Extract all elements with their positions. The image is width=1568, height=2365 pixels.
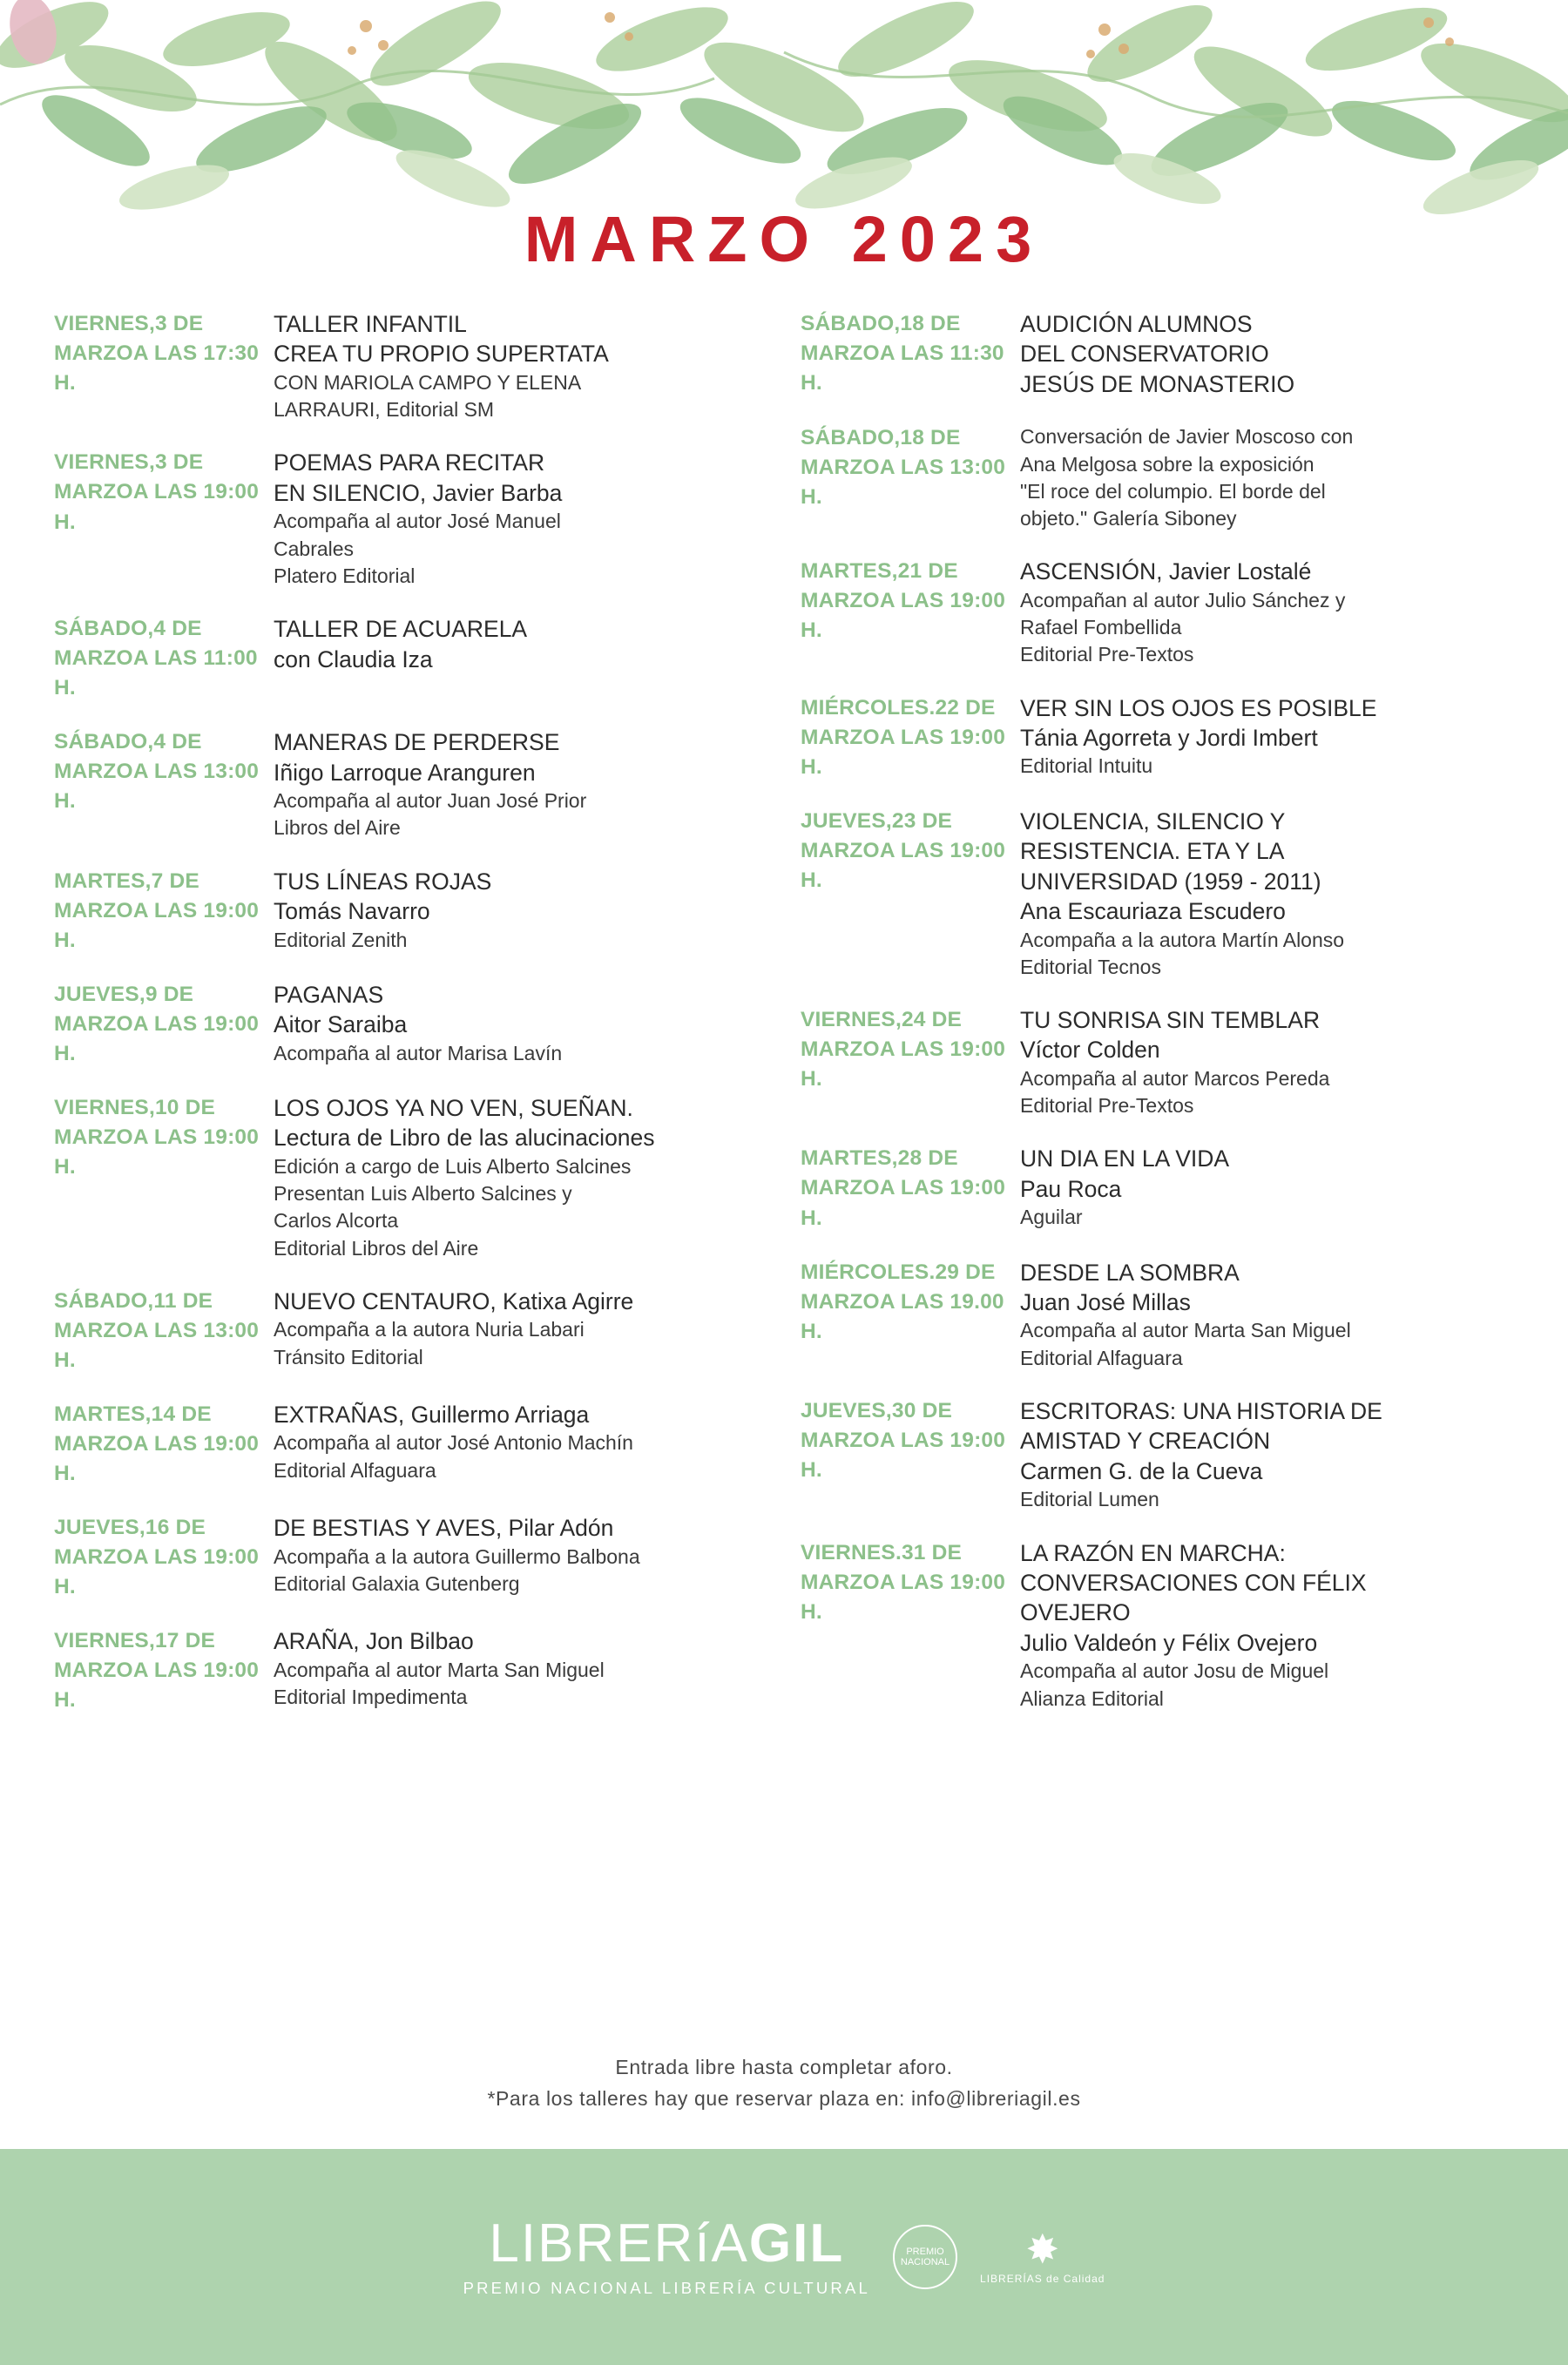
event-datetime-line: A LAS 11:30 H. bbox=[801, 341, 1004, 395]
event-subtitle-line: Cabrales bbox=[274, 537, 355, 560]
event-datetime bbox=[54, 309, 274, 423]
event-datetime bbox=[54, 1513, 274, 1602]
event-datetime-line: 30 DE MARZO bbox=[801, 1398, 952, 1453]
event-entry bbox=[801, 309, 1514, 399]
event-title-line: LA RAZÓN EN MARCHA: bbox=[1020, 1539, 1286, 1566]
event-datetime-line: 31 DE MARZO bbox=[801, 1540, 963, 1594]
event-title-line: EXTRAÑAS, Guillermo Arriaga bbox=[274, 1401, 590, 1428]
footer-notes bbox=[0, 2051, 1568, 2115]
event-title-line: TU SONRISA SIN TEMBLAR bbox=[1020, 1007, 1321, 1034]
event-datetime-line: 18 DE MARZO bbox=[801, 426, 961, 480]
note-free-entry: Entrada libre hasta completar aforo. bbox=[615, 2056, 953, 2078]
event-datetime-line: A LAS 13:00 H. bbox=[801, 456, 1006, 510]
event-datetime-line: A LAS 19:00 H. bbox=[801, 838, 1006, 892]
event-entry bbox=[54, 867, 767, 956]
event-subtitle-line: Editorial Impedimenta bbox=[274, 1685, 468, 1708]
event-details bbox=[274, 309, 767, 423]
event-entry bbox=[801, 693, 1514, 782]
event-details bbox=[274, 980, 767, 1069]
event-entry bbox=[801, 423, 1514, 532]
brand-name-first: LIBRERíA bbox=[489, 2213, 749, 2274]
event-datetime-line: 16 DE MARZO bbox=[54, 1516, 206, 1570]
event-datetime bbox=[801, 1258, 1020, 1372]
event-datetime-line: MARTES, bbox=[801, 559, 898, 584]
event-details bbox=[274, 448, 767, 590]
association-label: LIBRERÍAS de Calidad bbox=[980, 2273, 1105, 2285]
event-datetime bbox=[54, 867, 274, 956]
event-datetime-line: 29 DE MARZO bbox=[801, 1260, 996, 1314]
event-datetime-line: SÁBADO, bbox=[54, 617, 154, 641]
event-datetime-line: MARTES, bbox=[801, 1146, 898, 1171]
event-datetime-line: A LAS 19:00 H. bbox=[54, 1011, 260, 1065]
event-entry bbox=[801, 1396, 1514, 1514]
award-seal-icon bbox=[893, 2225, 957, 2289]
event-subtitle-line: Aguilar bbox=[1020, 1206, 1083, 1229]
event-title-line: OVEJERO bbox=[1020, 1599, 1131, 1626]
event-subtitle-line: Acompaña al autor José Antonio Machín bbox=[274, 1431, 633, 1455]
event-datetime bbox=[801, 1396, 1020, 1514]
event-subtitle-line: Edición a cargo de Luis Alberto Salcines bbox=[274, 1154, 632, 1178]
event-entry bbox=[801, 807, 1514, 981]
event-entry bbox=[54, 980, 767, 1069]
event-details bbox=[274, 867, 767, 956]
event-title-line: TALLER INFANTIL bbox=[274, 311, 467, 337]
event-datetime bbox=[54, 1093, 274, 1262]
event-datetime-line: A LAS 11:00 H. bbox=[54, 646, 258, 700]
event-title-line: CREA TU PROPIO SUPERTATA bbox=[274, 341, 609, 368]
event-datetime-line: 9 DE MARZO bbox=[54, 982, 194, 1036]
event-datetime-line: A LAS 19:00 H. bbox=[54, 1545, 260, 1599]
event-datetime bbox=[54, 980, 274, 1069]
brand-name bbox=[463, 2213, 870, 2274]
event-subtitle-line: Editorial Libros del Aire bbox=[274, 1236, 479, 1260]
event-datetime-line: 11 DE MARZO bbox=[54, 1288, 213, 1342]
event-datetime-line: VIERNES. bbox=[801, 1540, 902, 1564]
event-datetime-line: SÁBADO, bbox=[801, 312, 901, 335]
event-title-line: Pau Roca bbox=[1020, 1175, 1122, 1202]
event-details bbox=[274, 1513, 767, 1602]
brand-name-second: GIL bbox=[748, 2213, 845, 2274]
event-datetime-line: MARTES, bbox=[54, 868, 152, 893]
event-details bbox=[1020, 1005, 1514, 1119]
event-subtitle-line: objeto." Galería Siboney bbox=[1020, 507, 1237, 530]
event-datetime bbox=[801, 807, 1020, 981]
event-datetime-line: JUEVES, bbox=[801, 808, 892, 833]
event-datetime-line: 23 DE MARZO bbox=[801, 808, 952, 862]
event-datetime-line: 22 DE MARZO bbox=[801, 695, 996, 749]
event-title-line: ARAÑA, Jon Bilbao bbox=[274, 1628, 474, 1655]
event-subtitle-line: Acompaña al autor Marisa Lavín bbox=[274, 1041, 563, 1064]
logo-block bbox=[463, 2213, 1105, 2298]
event-datetime-line: VIERNES, bbox=[54, 1629, 155, 1653]
program-column-right bbox=[801, 309, 1514, 1740]
program-columns bbox=[0, 309, 1568, 1740]
event-entry bbox=[54, 448, 767, 590]
event-title-line: DESDE LA SOMBRA bbox=[1020, 1259, 1240, 1286]
event-datetime-line: 4 DE MARZO bbox=[54, 730, 202, 784]
event-title-line: Julio Valdeón y Félix Ovejero bbox=[1020, 1629, 1318, 1656]
event-datetime-line: VIERNES, bbox=[801, 1008, 902, 1032]
program-column-left bbox=[54, 309, 767, 1740]
event-datetime bbox=[801, 693, 1020, 782]
event-title-line: AUDICIÓN ALUMNOS bbox=[1020, 311, 1253, 337]
event-subtitle-line: Editorial Alfaguara bbox=[274, 1458, 436, 1482]
event-datetime-line: A LAS 19:00 H. bbox=[54, 480, 260, 534]
event-details bbox=[274, 727, 767, 841]
event-details bbox=[274, 1626, 767, 1715]
event-entry bbox=[54, 1093, 767, 1262]
event-title-line: CONVERSACIONES CON FÉLIX bbox=[1020, 1570, 1367, 1596]
event-title-line: con Claudia Iza bbox=[274, 645, 433, 672]
event-datetime-line: A LAS 19:00 H. bbox=[801, 1570, 1006, 1624]
event-subtitle-line: Acompaña a la autora Guillermo Balbona bbox=[274, 1544, 640, 1568]
event-datetime-line: A LAS 13:00 H. bbox=[54, 1318, 260, 1372]
event-subtitle-line: Acompaña al autor Marta San Miguel bbox=[274, 1658, 605, 1681]
event-datetime-line: 4 DE MARZO bbox=[54, 617, 202, 671]
event-details bbox=[1020, 423, 1514, 532]
event-subtitle-line: Carlos Alcorta bbox=[274, 1209, 399, 1233]
event-datetime-line: 7 DE MARZO bbox=[54, 868, 199, 922]
event-datetime-line: JUEVES, bbox=[54, 1516, 145, 1540]
event-subtitle-line: Editorial Pre-Textos bbox=[1020, 643, 1194, 666]
event-datetime-line: 24 DE MARZO bbox=[801, 1008, 963, 1062]
event-title-line: Iñigo Larroque Aranguren bbox=[274, 759, 536, 786]
event-datetime-line: VIERNES, bbox=[54, 450, 155, 475]
event-datetime-line: SÁBADO, bbox=[54, 1288, 154, 1313]
star-icon: ✸ bbox=[1025, 2226, 1059, 2272]
event-subtitle-line: Presentan Luis Alberto Salcines y bbox=[274, 1182, 572, 1206]
event-subtitle-line: Acompaña a la autora Martín Alonso bbox=[1020, 928, 1345, 951]
event-datetime-line: 3 DE MARZO bbox=[54, 450, 204, 504]
event-datetime bbox=[54, 1400, 274, 1489]
event-subtitle-line: Acompaña al autor Marta San Miguel bbox=[1020, 1319, 1351, 1342]
event-title-line: VER SIN LOS OJOS ES POSIBLE bbox=[1020, 694, 1377, 721]
event-datetime bbox=[801, 423, 1020, 532]
event-datetime-line: 3 DE MARZO bbox=[54, 312, 204, 366]
event-title-line: Tánia Agorreta y Jordi Imbert bbox=[1020, 725, 1318, 752]
event-datetime-line: VIERNES, bbox=[54, 312, 155, 335]
foliage-decoration bbox=[0, 0, 1568, 340]
event-subtitle-line: Editorial Alfaguara bbox=[1020, 1346, 1183, 1369]
event-datetime bbox=[801, 1005, 1020, 1119]
event-subtitle-line: Tránsito Editorial bbox=[274, 1345, 423, 1368]
event-title-line: Juan José Millas bbox=[1020, 1289, 1191, 1316]
event-datetime-line: A LAS 19:00 H. bbox=[801, 589, 1006, 643]
event-datetime bbox=[54, 1626, 274, 1715]
note-workshop-reservation: *Para los talleres hay que reservar plaza en: info@libreriagil.es bbox=[487, 2087, 1081, 2111]
event-datetime-line: MARTES, bbox=[54, 1402, 152, 1426]
event-details bbox=[274, 1093, 767, 1262]
event-entry bbox=[54, 309, 767, 423]
event-title-line: Aitor Saraiba bbox=[274, 1011, 408, 1038]
event-details bbox=[274, 614, 767, 703]
event-datetime-line: A LAS 19:00 H. bbox=[801, 1429, 1006, 1483]
event-title-line: VIOLENCIA, SILENCIO Y bbox=[1020, 807, 1286, 835]
event-entry bbox=[801, 1144, 1514, 1233]
event-entry bbox=[801, 557, 1514, 668]
event-datetime-line: MIÉRCOLES. bbox=[801, 1260, 936, 1284]
event-subtitle-line: Platero Editorial bbox=[274, 564, 416, 587]
event-title-line: Tomás Navarro bbox=[274, 898, 430, 925]
event-datetime-line: A LAS 19:00 H. bbox=[801, 1037, 1006, 1091]
event-subtitle-line: LARRAURI, Editorial SM bbox=[274, 398, 495, 422]
event-title-line: AMISTAD Y CREACIÓN bbox=[1020, 1428, 1271, 1455]
event-details bbox=[1020, 1396, 1514, 1514]
event-datetime bbox=[54, 448, 274, 590]
event-subtitle-line: Acompaña al autor Josu de Miguel bbox=[1020, 1659, 1329, 1683]
brand-logo bbox=[463, 2213, 871, 2298]
event-datetime-line: A LAS 19:00 H. bbox=[801, 725, 1006, 779]
event-datetime-line: 18 DE MARZO bbox=[801, 312, 961, 366]
event-datetime bbox=[54, 614, 274, 703]
event-datetime-line: A LAS 19:00 H. bbox=[54, 1432, 260, 1486]
event-details bbox=[274, 1287, 767, 1375]
event-title-line: JESÚS DE MONASTERIO bbox=[1020, 370, 1295, 397]
event-datetime bbox=[801, 1538, 1020, 1713]
event-title-line: TALLER DE ACUARELA bbox=[274, 616, 528, 643]
event-datetime-line: 21 DE MARZO bbox=[801, 559, 958, 613]
footer-bar bbox=[0, 2149, 1568, 2365]
event-datetime-line: MIÉRCOLES. bbox=[801, 695, 936, 720]
event-subtitle-line: Acompaña al autor Juan José Prior bbox=[274, 789, 587, 813]
brand-tagline: PREMIO NACIONAL LIBRERÍA CULTURAL bbox=[463, 2278, 871, 2297]
event-datetime bbox=[54, 727, 274, 841]
event-title-line: DEL CONSERVATORIO bbox=[1020, 341, 1269, 368]
event-datetime-line: A LAS 19:00 H. bbox=[54, 1125, 260, 1179]
association-logo bbox=[980, 2226, 1105, 2285]
event-datetime-line: A LAS 17:30 H. bbox=[54, 341, 260, 395]
event-entry bbox=[54, 1287, 767, 1375]
event-title-line: UNIVERSIDAD (1959 - 2011) bbox=[1020, 868, 1321, 895]
event-title-line: RESISTENCIA. ETA Y LA bbox=[1020, 838, 1285, 865]
award-seal-label: PREMIO NACIONAL bbox=[900, 2246, 950, 2267]
event-subtitle-line: Editorial Galaxia Gutenberg bbox=[274, 1571, 520, 1595]
event-datetime bbox=[801, 557, 1020, 668]
event-title-line: MANERAS DE PERDERSE bbox=[274, 729, 560, 756]
event-datetime-line: 14 DE MARZO bbox=[54, 1402, 212, 1456]
page-title: MARZO 2023 bbox=[524, 203, 1044, 275]
event-title-line: Víctor Colden bbox=[1020, 1037, 1160, 1064]
event-entry bbox=[801, 1258, 1514, 1372]
event-datetime-line: 10 DE MARZO bbox=[54, 1095, 216, 1149]
event-subtitle-line: Alianza Editorial bbox=[1020, 1686, 1164, 1710]
event-subtitle-line: Editorial Intuitu bbox=[1020, 754, 1153, 778]
event-datetime-line: SÁBADO, bbox=[54, 730, 154, 754]
event-title-line: ESCRITORAS: UNA HISTORIA DE bbox=[1020, 1397, 1382, 1424]
event-datetime-line: A LAS 19:00 H. bbox=[801, 1176, 1006, 1230]
event-subtitle-line: Editorial Lumen bbox=[1020, 1488, 1159, 1511]
event-datetime bbox=[801, 1144, 1020, 1233]
event-details bbox=[1020, 693, 1514, 782]
event-subtitle-line: Editorial Tecnos bbox=[1020, 955, 1161, 978]
event-datetime-line: 17 DE MARZO bbox=[54, 1629, 216, 1683]
event-title-line: NUEVO CENTAURO, Katixa Agirre bbox=[274, 1287, 634, 1314]
event-subtitle-line: Rafael Fombellida bbox=[1020, 616, 1182, 639]
event-datetime-line: A LAS 19.00 H. bbox=[801, 1289, 1004, 1343]
event-entry bbox=[54, 1626, 767, 1715]
event-entry bbox=[54, 614, 767, 703]
event-details bbox=[1020, 1258, 1514, 1372]
event-title-line: LOS OJOS YA NO VEN, SUEÑAN. bbox=[274, 1094, 633, 1121]
event-datetime-line: A LAS 19:00 H. bbox=[54, 1659, 260, 1713]
event-title-line: UN DIA EN LA VIDA bbox=[1020, 1145, 1230, 1172]
event-details bbox=[1020, 807, 1514, 981]
event-details bbox=[1020, 1538, 1514, 1713]
event-entry bbox=[801, 1538, 1514, 1713]
event-title-line: Carmen G. de la Cueva bbox=[1020, 1457, 1263, 1484]
event-title-line: PAGANAS bbox=[274, 981, 384, 1008]
event-title-line: POEMAS PARA RECITAR bbox=[274, 449, 545, 476]
event-datetime-line: JUEVES, bbox=[801, 1398, 892, 1422]
event-datetime bbox=[54, 1287, 274, 1375]
event-datetime-line: A LAS 13:00 H. bbox=[54, 760, 260, 814]
event-subtitle-line: "El roce del columpio. El borde del bbox=[1020, 479, 1326, 503]
event-datetime-line: VIERNES, bbox=[54, 1095, 155, 1119]
event-title-line: ASCENSIÓN, Javier Lostalé bbox=[1020, 558, 1312, 585]
event-subtitle-line: CON MARIOLA CAMPO Y ELENA bbox=[274, 370, 582, 394]
event-title-line: TUS LÍNEAS ROJAS bbox=[274, 868, 492, 895]
event-details bbox=[1020, 1144, 1514, 1233]
event-entry bbox=[54, 727, 767, 841]
event-title-line: Lectura de Libro de las alucinaciones bbox=[274, 1125, 655, 1152]
event-subtitle-line: Libros del Aire bbox=[274, 816, 401, 840]
event-entry bbox=[54, 1513, 767, 1602]
event-datetime-line: 28 DE MARZO bbox=[801, 1146, 958, 1200]
event-details bbox=[1020, 557, 1514, 668]
event-subtitle-line: Acompañan al autor Julio Sánchez y bbox=[1020, 588, 1346, 612]
event-datetime-line: JUEVES, bbox=[54, 982, 145, 1006]
event-subtitle-line: Acompaña a la autora Nuria Labari bbox=[274, 1318, 585, 1341]
event-entry bbox=[54, 1400, 767, 1489]
event-subtitle-line: Ana Melgosa sobre la exposición bbox=[1020, 452, 1315, 476]
event-subtitle-line: Editorial Pre-Textos bbox=[1020, 1094, 1194, 1118]
event-title-line: DE BESTIAS Y AVES, Pilar Adón bbox=[274, 1515, 614, 1542]
event-subtitle-line: Editorial Zenith bbox=[274, 928, 408, 951]
event-datetime-line: SÁBADO, bbox=[801, 426, 901, 450]
event-subtitle-line: Conversación de Javier Moscoso con bbox=[1020, 425, 1354, 449]
event-datetime bbox=[801, 309, 1020, 399]
event-subtitle-line: Acompaña al autor Marcos Pereda bbox=[1020, 1066, 1330, 1090]
event-subtitle-line: Acompaña al autor José Manuel bbox=[274, 510, 561, 533]
event-details bbox=[1020, 309, 1514, 399]
event-title-line: EN SILENCIO, Javier Barba bbox=[274, 479, 563, 506]
event-title-line: Ana Escauriaza Escudero bbox=[1020, 898, 1286, 925]
event-datetime-line: A LAS 19:00 H. bbox=[54, 898, 260, 952]
event-details bbox=[274, 1400, 767, 1489]
event-entry bbox=[801, 1005, 1514, 1119]
